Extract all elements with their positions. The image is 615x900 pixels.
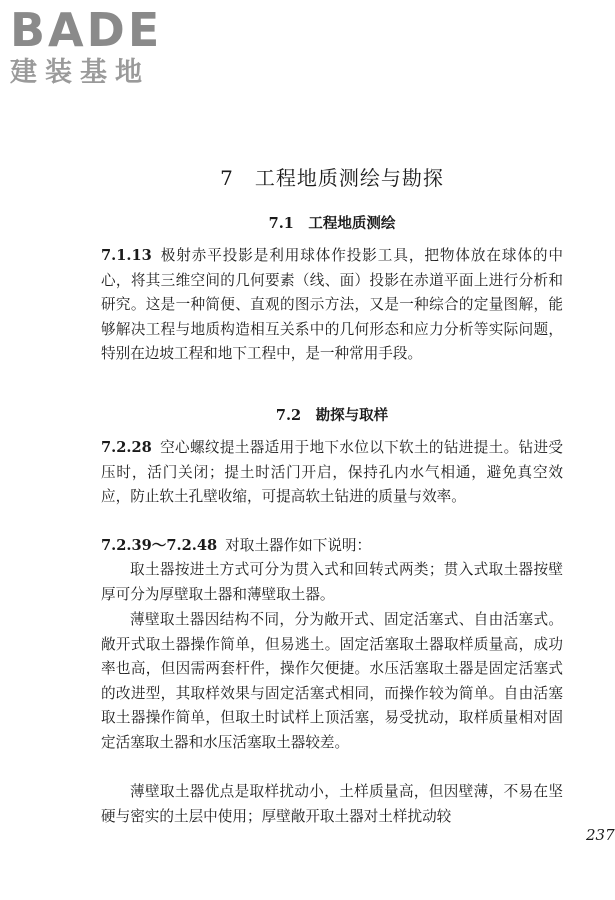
logo-subtitle: 建装基地 xyxy=(10,57,150,88)
logo-mark: BADE xyxy=(10,3,163,57)
paragraph-thin-wall-structure: 薄壁取土器因结构不同，分为敞开式、固定活塞式、自由活塞式。敞开式取土器操作简单，但易逃土。固定活塞取土器取样质量高，成功率也高，但因需两套杆件，操作欠便捷。水压活塞取土器是固定活塞式的改进型，其取样效果与固定活塞式相同，而操作较为简单。自由活塞取土器操作简单，但取土时试样上顶活塞，易受扰动，取样质量相对固定活塞取土器和水压活塞取土器较差。 xyxy=(101,611,563,751)
clause-number: 7.2.28 xyxy=(101,439,152,456)
chapter-title: 7 工程地质测绘与勘探 xyxy=(220,166,444,190)
clause-number: 7.1.13 xyxy=(101,247,152,264)
clause-text: 对取土器作如下说明： xyxy=(225,537,372,554)
page-number: 237 xyxy=(586,826,615,844)
paragraph-thin-wall-advantages: 薄壁取土器优点是取样扰动小，土样质量高，但因壁薄，不易在坚硬与密实的土层中使用；厚壁敞开取土器对土样扰动较 xyxy=(101,783,563,825)
clause-text: 空心螺纹提土器适用于地下水位以下软土的钻进提土。钻进受压时，活门关闭；提土时活门开启，保持孔内水气相通，避免真空效应，防止软土孔壁收缩，可提高软土钻进的质量与效率。 xyxy=(101,439,563,505)
section-title-7-1: 7.1 工程地质测绘 xyxy=(268,215,396,232)
paragraph-sampler-types: 取土器按进土方式可分为贯入式和回转式两类；贯入式取土器按壁厚可分为厚壁取土器和薄壁取土器。 xyxy=(101,561,563,603)
clause-number: 7.2.39～7.2.48 xyxy=(101,537,218,554)
paragraph-7-1-13 xyxy=(101,244,563,367)
clause-text: 极射赤平投影是利用球体作投影工具，把物体放在球体的中心，将其三维空间的几何要素（线、面）投影在赤道平面上进行分析和研究。这是一种简便、直观的图示方法，又是一种综合的定量图解，能够解决工程与地质构造相互关系中的几何形态和应力分析等实际问题，特别在边坡工程和地下工程中，是一种常用手段。 xyxy=(101,247,563,362)
bade-logo xyxy=(10,3,180,90)
paragraph-7-2-39-48 xyxy=(101,534,563,559)
section-title-7-2: 7.2 勘探与取样 xyxy=(275,407,389,424)
paragraph-7-2-28 xyxy=(101,436,563,510)
